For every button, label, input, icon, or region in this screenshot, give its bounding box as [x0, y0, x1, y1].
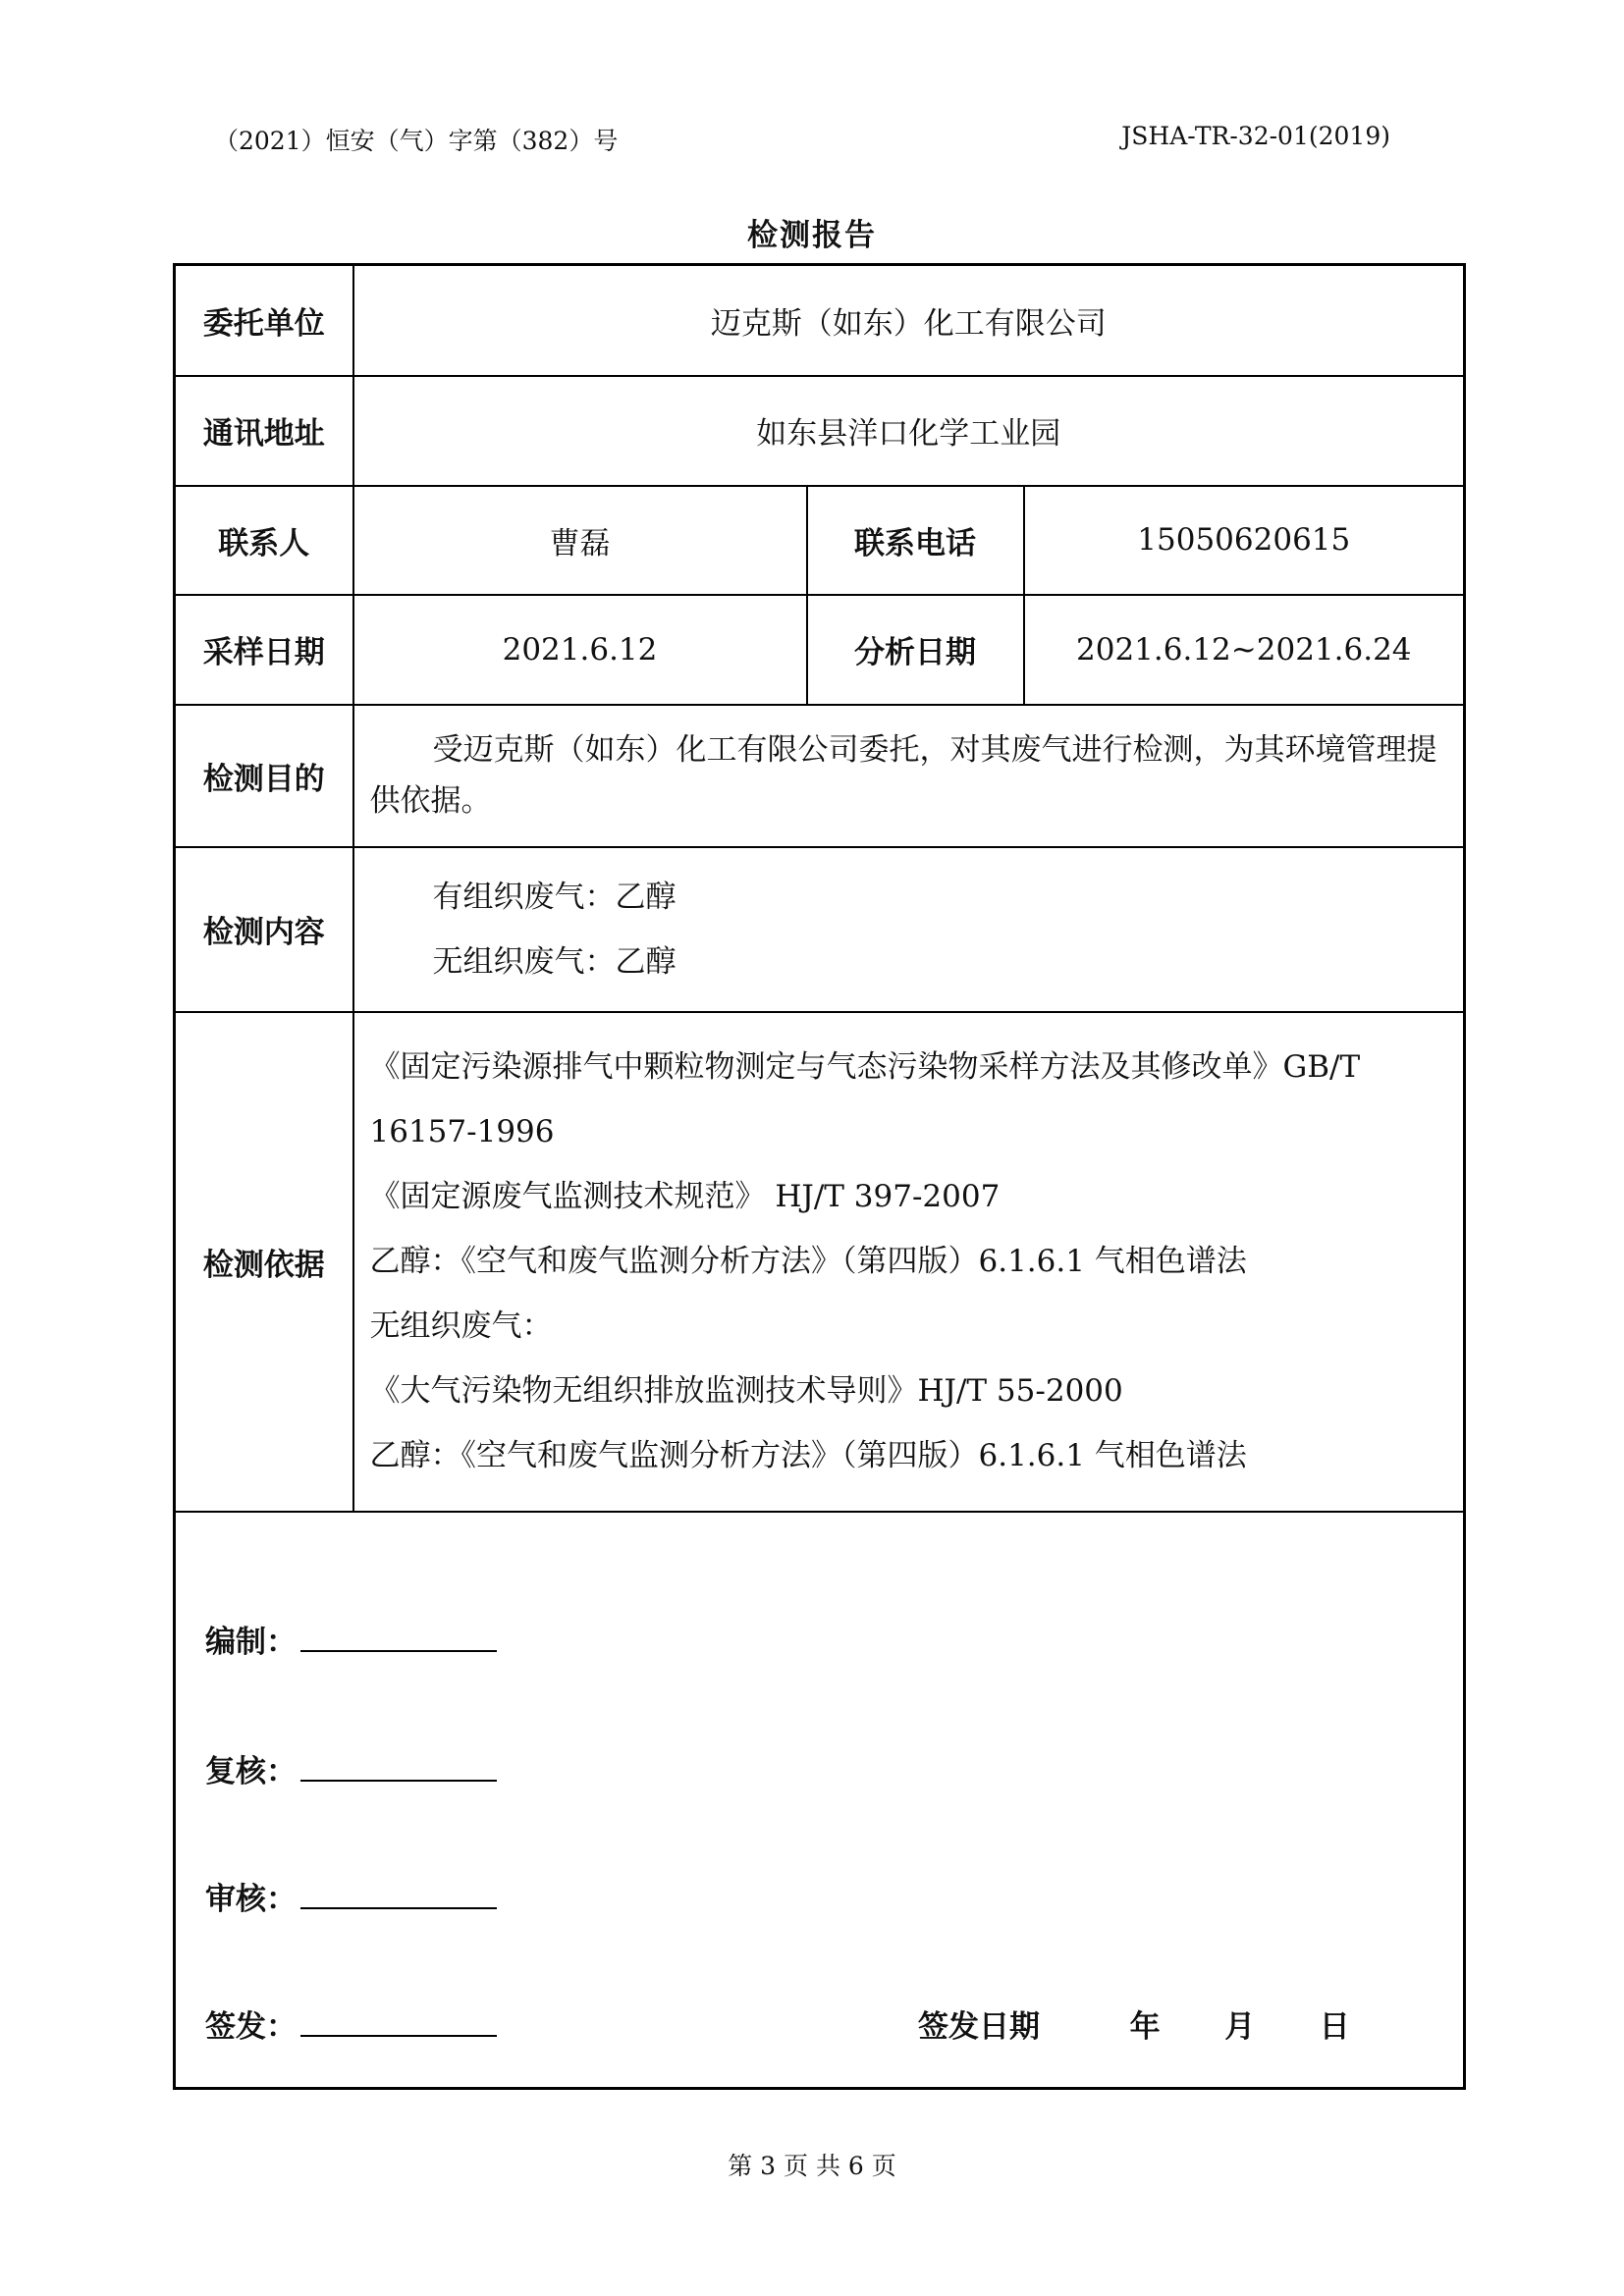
issue-label: 签发： [205, 2008, 297, 2045]
basis-value [353, 1012, 1465, 1512]
content-line: 有组织废气：乙醇 [432, 879, 677, 915]
content-value [353, 847, 1465, 1012]
contact-label: 联系人 [175, 486, 353, 595]
issue-row [205, 2002, 497, 2046]
compile-row [205, 1617, 497, 1661]
row-dates [175, 595, 1465, 705]
compile-signature-line [300, 1621, 497, 1652]
review-signature-line [300, 1750, 497, 1782]
basis-line: 乙醇：《空气和废气监测分析方法》（第四版）6.1.6.1 气相色谱法 [369, 1244, 1247, 1279]
content-line: 无组织废气：乙醇 [432, 943, 677, 980]
day-label: 日 [1319, 2008, 1350, 2045]
compile-label: 编制： [205, 1624, 297, 1660]
row-purpose [175, 705, 1465, 847]
page-footer: 第 3 页 共 6 页 [728, 2152, 896, 2180]
phone-value: 15050620615 [1024, 486, 1465, 595]
row-signatures [175, 1512, 1465, 2089]
content-label: 检测内容 [175, 847, 353, 1012]
row-content [175, 847, 1465, 1012]
address-label: 通讯地址 [175, 376, 353, 486]
issue-date-label: 签发日期 [918, 2008, 1040, 2045]
contact-value: 曹磊 [353, 486, 807, 595]
purpose-label: 检测目的 [175, 705, 353, 847]
row-client [175, 265, 1465, 376]
basis-line: 乙醇：《空气和废气监测分析方法》（第四版）6.1.6.1 气相色谱法 [369, 1438, 1247, 1473]
basis-line: 《大气污染物无组织排放监测技术导则》HJ/T 55-2000 [369, 1373, 1123, 1409]
review-row [205, 1746, 497, 1790]
signature-area [175, 1512, 1465, 2089]
issue-date-row [918, 2002, 1350, 2046]
year-label: 年 [1129, 2008, 1161, 2045]
report-number: （2021）恒安（气）字第（382）号 [214, 127, 619, 155]
row-contact [175, 486, 1465, 595]
basis-line: 《固定源废气监测技术规范》 HJ/T 397-2007 [369, 1179, 1001, 1214]
report-table [173, 263, 1466, 2090]
basis-label: 检测依据 [175, 1012, 353, 1512]
review-label: 复核： [205, 1753, 297, 1789]
audit-label: 审核： [205, 1881, 297, 1917]
month-label: 月 [1224, 2008, 1256, 2045]
analysis-label: 分析日期 [807, 595, 1024, 705]
sampling-label: 采样日期 [175, 595, 353, 705]
row-address [175, 376, 1465, 486]
document-title: 检测报告 [747, 218, 877, 253]
audit-signature-line [300, 1878, 497, 1909]
sampling-value: 2021.6.12 [353, 595, 807, 705]
basis-line: 《固定污染源排气中颗粒物测定与气态污染物采样方法及其修改单》GB/T 16157-1996 [369, 1049, 1361, 1149]
basis-line: 无组织废气： [369, 1308, 553, 1344]
form-code: JSHA-TR-32-01(2019) [1121, 122, 1390, 150]
purpose-value: 受迈克斯（如东）化工有限公司委托，对其废气进行检测，为其环境管理提供依据。 [353, 705, 1465, 847]
phone-label: 联系电话 [807, 486, 1024, 595]
address-value: 如东县洋口化学工业园 [353, 376, 1465, 486]
row-basis [175, 1012, 1465, 1512]
client-label: 委托单位 [175, 265, 353, 376]
client-value: 迈克斯（如东）化工有限公司 [353, 265, 1465, 376]
audit-row [205, 1874, 497, 1918]
analysis-value: 2021.6.12~2021.6.24 [1024, 595, 1465, 705]
issue-signature-line [300, 2005, 497, 2037]
